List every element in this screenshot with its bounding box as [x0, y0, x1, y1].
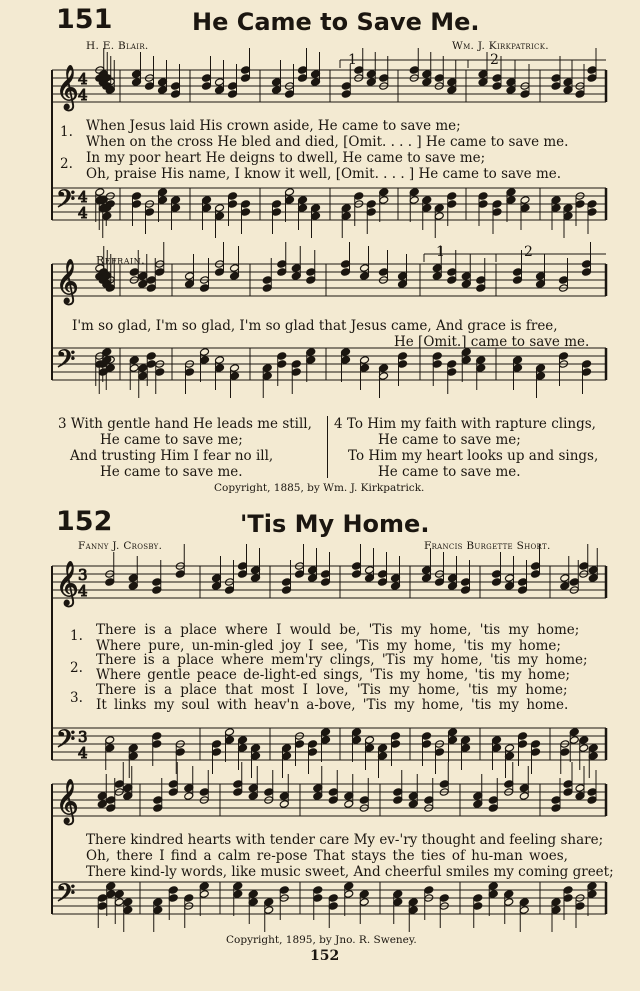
hymn-151-verse-3-line-3: And trusting Him I fear no ill,	[70, 448, 274, 464]
svg-text:3: 3	[78, 728, 88, 746]
svg-text:𝄢: 𝄢	[56, 185, 76, 220]
svg-text:𝄢: 𝄢	[56, 725, 76, 760]
hymn-152-verse-number-3: 3.	[70, 690, 83, 706]
hymn-151-author: H. E. Blair.	[86, 40, 149, 52]
svg-text:4: 4	[78, 204, 88, 222]
hymn-151-number: 151	[56, 4, 113, 35]
hymn-151-ending-2: 2	[490, 52, 499, 68]
hymn-152-lyric-line-1: There is a place where I would be, 'Tis my home, 'tis my home;	[96, 622, 580, 638]
page-number: 152	[310, 948, 340, 964]
hymn-151-lyric-line-3: In my poor heart He deigns to dwell, He came to save me;	[86, 150, 486, 166]
hymn-151-lyric-line-2: When on the cross He bled and died, [Omit. . . . ] He came to save me.	[86, 134, 569, 150]
svg-text:4: 4	[78, 70, 88, 88]
hymn-151-refrain-line-1: I'm so glad, I'm so glad, I'm so glad that Jesus came, And grace is free,	[72, 318, 558, 334]
hymn-151-refrain-label: Refrain.	[96, 254, 146, 267]
hymn-152-title: 'Tis My Home.	[240, 510, 430, 538]
hymn-152-verse-number-2: 2.	[70, 660, 83, 676]
hymn-151-refrain-ending-2: 2	[524, 244, 533, 260]
svg-text:𝄞: 𝄞	[56, 259, 79, 303]
hymn-152-verse-number-1: 1.	[70, 628, 83, 644]
hymn-151-verse-number-2: 2.	[60, 156, 73, 172]
hymn-152-lyric-line-2: Where pure, un-min-gled joy I see, 'Tis my home, 'tis my home;	[96, 638, 561, 654]
hymn-151-verse-4-line-4: He came to save me.	[378, 464, 521, 480]
hymn-151-ending-1: 1	[348, 52, 357, 68]
hymn-151-composer: Wm. J. Kirkpatrick.	[452, 40, 549, 52]
hymn-151-verse-number-1: 1.	[60, 124, 73, 140]
hymn-152-lyric-line-8: Oh, there I find a calm re-pose That stays the ties of hu-man woes,	[86, 848, 568, 864]
hymn-151-verse-4-line-1: 4 To Him my faith with rapture clings,	[334, 416, 596, 432]
svg-text:𝄞: 𝄞	[56, 65, 79, 109]
hymn-151-verse-3-line-2: He came to save me;	[100, 432, 243, 448]
hymn-151-verse-4-line-3: To Him my heart looks up and sings,	[348, 448, 599, 464]
hymn-152-copyright: Copyright, 1895, by Jno. R. Sweney.	[226, 934, 417, 946]
hymn-151-verse-3-line-4: He came to save me.	[100, 464, 243, 480]
hymn-152-lyric-line-9: There kind-ly words, like music sweet, And cheerful smiles my coming greet;	[86, 864, 614, 880]
hymn-152-composer: Francis Burgette Short.	[424, 540, 551, 552]
hymn-152-lyric-line-6: It links my soul with heav'n a-bove, 'Tis my home, 'tis my home.	[96, 697, 569, 713]
svg-text:4: 4	[78, 188, 88, 206]
hymn-152-number: 152	[56, 506, 113, 537]
hymn-152-lyric-line-4: Where gentle peace de-light-ed sings, 'Tis my home, 'tis my home;	[96, 667, 571, 683]
svg-text:𝄢: 𝄢	[56, 345, 76, 380]
hymn-151-title: He Came to Save Me.	[192, 8, 480, 36]
hymn-152-author: Fanny J. Crosby.	[78, 540, 163, 552]
svg-text:4: 4	[78, 582, 88, 600]
svg-text:𝄞: 𝄞	[56, 779, 79, 823]
hymn-151-verse-3-line-1: 3 With gentle hand He leads me still,	[58, 416, 312, 432]
hymn-152-lyric-line-5: There is a place that most I love, 'Tis my home, 'tis my home;	[96, 682, 568, 698]
hymn-151-copyright: Copyright, 1885, by Wm. J. Kirkpatrick.	[214, 482, 425, 494]
verse-divider	[327, 416, 328, 478]
hymn-151-lyric-line-4: Oh, praise His name, I know it well, [Omit. . . . ] He came to save me.	[86, 166, 562, 182]
hymn-151-lyric-line-1: When Jesus laid His crown aside, He came to save me;	[86, 118, 461, 134]
svg-text:4: 4	[78, 86, 88, 104]
svg-text:𝄢: 𝄢	[56, 879, 76, 914]
svg-text:𝄞: 𝄞	[56, 561, 79, 605]
hymn-152-lyric-line-7: There kindred hearts with tender care My ev-'ry thought and feeling share;	[86, 832, 604, 848]
hymn-152-lyric-line-3: There is a place where mem'ry clings, 'Tis my home, 'tis my home;	[96, 652, 588, 668]
hymn-151-refrain-ending-1: 1	[436, 244, 445, 260]
svg-text:4: 4	[78, 744, 88, 762]
svg-text:3: 3	[78, 566, 88, 584]
hymn-151-verse-4-line-2: He came to save me;	[378, 432, 521, 448]
hymn-151-refrain-line-2: He [Omit.] came to save me.	[394, 334, 590, 350]
